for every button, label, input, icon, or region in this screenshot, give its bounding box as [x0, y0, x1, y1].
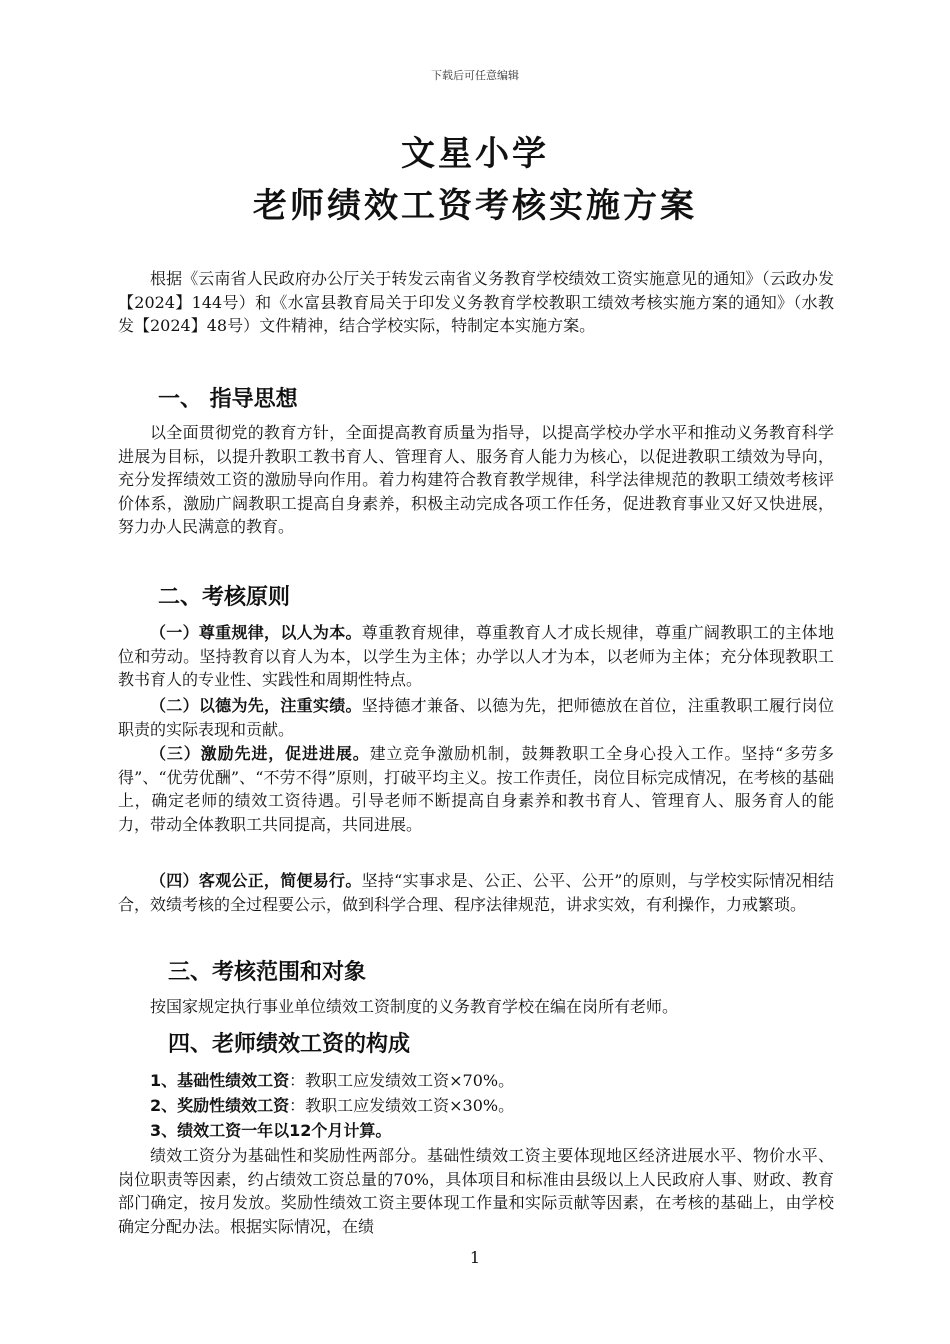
principle-4-text: 坚持“实事求是、公正、公平、公开”的原则，与学校实际情况相结合，效绩考核的全过程要公示，做到科学合理、程序法律规范，讲求实效，有利操作，力戒繁琐。 [118, 871, 834, 914]
composition-item-3 [118, 1119, 834, 1143]
section4-body: 绩效工资分为基础性和奖励性两部分。基础性绩效工资主要体现地区经济进展水平、物价水平、岗位职责等因素，约占绩效工资总量的70%，具体项目和标准由县级以上人民政府人事、财政、教育部门确定，按月发放。奖励性绩效工资主要体现工作量和实际贡献等因素，在考核的基础上，由学校确定分配办法。根据实际情况，在绩 [118, 1146, 834, 1236]
principle-2-text: 坚持德才兼备、以德为先，把师德放在首位，注重教职工履行岗位职责的实际表现和贡献。 [118, 696, 834, 739]
section3-heading: 三、考核范围和对象 [168, 960, 367, 985]
composition-item-1-text: ：教职工应发绩效工资×70%。 [289, 1071, 515, 1090]
composition-item-3-lead: 3、绩效工资一年以12个月计算。 [150, 1121, 392, 1140]
section2-heading: 二、考核原则 [158, 585, 291, 610]
principle-2 [118, 694, 834, 741]
section3-body: 按国家规定执行事业单位绩效工资制度的义务教育学校在编在岗所有老师。 [150, 997, 679, 1016]
principle-2-lead: （二）以德为先，注重实绩。 [150, 696, 362, 715]
header-note: 下载后可任意编辑 [431, 69, 519, 82]
principle-1-text: 尊重教育规律，尊重教育人才成长规律，尊重广阔教职工的主体地位和劳动。坚持教育以育人为本，以学生为主体；办学以人才为本，以老师为主体；充分体现教职工教书育人的专业性、实践性和周期性特点。 [118, 623, 834, 689]
principle-1 [118, 621, 834, 692]
school-name-title: 文星小学 [401, 134, 549, 174]
document-title: 老师绩效工资考核实施方案 [253, 186, 697, 226]
intro-paragraph: 根据《云南省人民政府办公厅关于转发云南省义务教育学校绩效工资实施意见的通知》（云政办发【2024】144号）和《水富县教育局关于印发义务教育学校教职工绩效考核实施方案的通知》（水教发【2024】48号）文件精神，结合学校实际，特制定本实施方案。 [118, 269, 834, 335]
principle-1-lead: （一）尊重规律，以人为本。 [150, 623, 362, 642]
section4-heading: 四、老师绩效工资的构成 [168, 1032, 411, 1057]
composition-item-2 [118, 1094, 834, 1118]
composition-item-2-text: ：教职工应发绩效工资×30%。 [289, 1096, 515, 1115]
section1-body: 以全面贯彻党的教育方针，全面提高教育质量为指导，以提高学校办学水平和推动义务教育科学进展为目标，以提升教职工教书育人、管理育人、服务育人能力为核心，以促进教职工绩效为导向，充分发挥绩效工资的激励导向作用。着力构建符合教育教学规律，科学法律规范的教职工绩效考核评价体系，激励广阔教职工提高自身素养，积极主动完成各项工作任务，促进教育事业又好又快进展，努力办人民满意的教育。 [118, 423, 834, 536]
principle-3-lead: （三）激励先进，促进进展。 [150, 744, 370, 763]
composition-item-1-lead: 1、基础性绩效工资 [150, 1071, 290, 1090]
principle-3-text: 建立竞争激励机制，鼓舞教职工全身心投入工作。坚持“多劳多得”、“优劳优酬”、“不劳不得”原则，打破平均主义。按工作责任，岗位目标完成情况，在考核的基础上，确定老师的绩效工资待遇。引导老师不断提高自身素养和教书育人、管理育人、服务育人的能力，带动全体教职工共同提高，共同进展。 [118, 744, 834, 834]
page-number: 1 [469, 1248, 481, 1267]
section1-heading: 一、 指导思想 [158, 387, 298, 412]
principle-4-lead: （四）客观公正，简便易行。 [150, 871, 362, 890]
principle-4 [118, 869, 834, 916]
principle-3 [118, 742, 834, 836]
composition-item-2-lead: 2、奖励性绩效工资 [150, 1096, 290, 1115]
composition-item-1 [118, 1069, 834, 1093]
